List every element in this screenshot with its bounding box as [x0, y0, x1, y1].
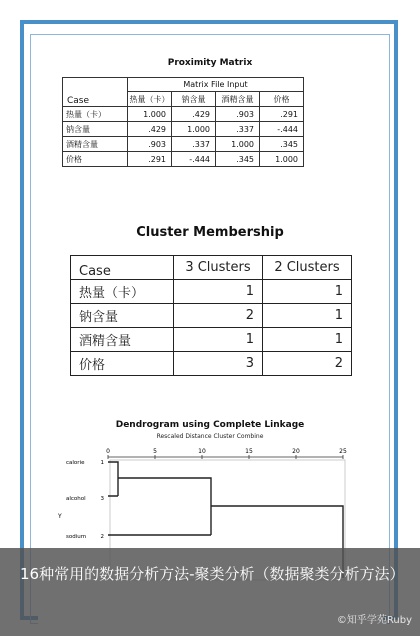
dendrogram-link: [108, 478, 211, 535]
column-header: 3 Clusters: [174, 256, 263, 280]
watermark: ©知乎学苑Ruby: [336, 615, 412, 626]
cell-value: 1.000: [128, 107, 172, 122]
cell-value: 2: [263, 352, 352, 376]
dendrogram-subtitle: Rescaled Distance Cluster Combine: [156, 433, 264, 440]
proximity-matrix-title: Proximity Matrix: [167, 58, 253, 68]
cell-value: .291: [260, 107, 304, 122]
table-row: [71, 304, 352, 328]
column-header: 2 Clusters: [263, 256, 352, 280]
row-label: 热量（卡）: [63, 107, 128, 122]
cluster-membership-title: Cluster Membership: [136, 225, 284, 240]
row-label: 价格: [63, 152, 128, 167]
leaf-label-sodium: sodium: [66, 534, 87, 540]
column-header: 钠含量: [172, 92, 216, 107]
leaf-number: 2: [100, 534, 104, 540]
cell-value: 3: [174, 352, 263, 376]
matrix-file-input-header: Matrix File Input: [128, 78, 304, 92]
caption-title: 16种常用的数据分析方法-聚类分析（数据聚类分析方法）: [20, 565, 405, 583]
proximity-matrix-table: [62, 77, 304, 167]
column-header: 价格: [260, 92, 304, 107]
cell-value: 1: [174, 280, 263, 304]
table-row: [63, 107, 304, 122]
axis-tick-label: 15: [245, 448, 253, 455]
cell-value: .345: [260, 137, 304, 152]
row-label: 酒精含量: [63, 137, 128, 152]
caption-overlay: [0, 548, 420, 636]
axis-tick-label: 10: [198, 448, 206, 455]
cell-value: 1.000: [216, 137, 260, 152]
cell-value: 1: [263, 304, 352, 328]
cell-value: .429: [128, 122, 172, 137]
cell-value: 2: [174, 304, 263, 328]
document-page: [38, 40, 382, 630]
dendrogram-title: Dendrogram using Complete Linkage: [115, 420, 305, 430]
row-label: 钠含量: [63, 122, 128, 137]
cell-value: 1: [263, 328, 352, 352]
y-axis-label: Y: [58, 513, 62, 520]
leaf-label-alcohol: alcohol: [66, 496, 86, 502]
cell-value: .291: [128, 152, 172, 167]
axis-tick-label: 25: [339, 448, 347, 455]
table-row: [63, 137, 304, 152]
axis-tick-label: 5: [153, 448, 157, 455]
cell-value: 1: [174, 328, 263, 352]
axis-tick-label: 0: [106, 448, 110, 455]
table-row: [71, 352, 352, 376]
table-row: [71, 328, 352, 352]
cell-value: .903: [216, 107, 260, 122]
table-row: [63, 152, 304, 167]
cell-value: -.444: [172, 152, 216, 167]
table-row: [71, 280, 352, 304]
table-row: [63, 122, 304, 137]
cell-value: 1: [263, 280, 352, 304]
row-label: 热量（卡）: [71, 280, 174, 304]
cell-value: .345: [216, 152, 260, 167]
case-header: Case: [71, 256, 174, 280]
cell-value: .903: [128, 137, 172, 152]
cluster-membership-table: [70, 255, 352, 376]
row-label: 酒精含量: [71, 328, 174, 352]
leaf-number: 3: [100, 496, 104, 502]
row-label: 钠含量: [71, 304, 174, 328]
column-header: 酒精含量: [216, 92, 260, 107]
cell-value: 1.000: [260, 152, 304, 167]
axis-tick-label: 20: [292, 448, 300, 455]
column-header: 热量（卡）: [128, 92, 172, 107]
cell-value: .429: [172, 107, 216, 122]
row-label: 价格: [71, 352, 174, 376]
leaf-number: 1: [100, 460, 104, 466]
dendrogram-link: [108, 462, 118, 496]
cell-value: .337: [216, 122, 260, 137]
cell-value: .337: [172, 137, 216, 152]
leaf-label-calorie: calorie: [66, 460, 85, 466]
cell-value: 1.000: [172, 122, 216, 137]
cell-value: -.444: [260, 122, 304, 137]
case-header: Case: [63, 78, 128, 107]
